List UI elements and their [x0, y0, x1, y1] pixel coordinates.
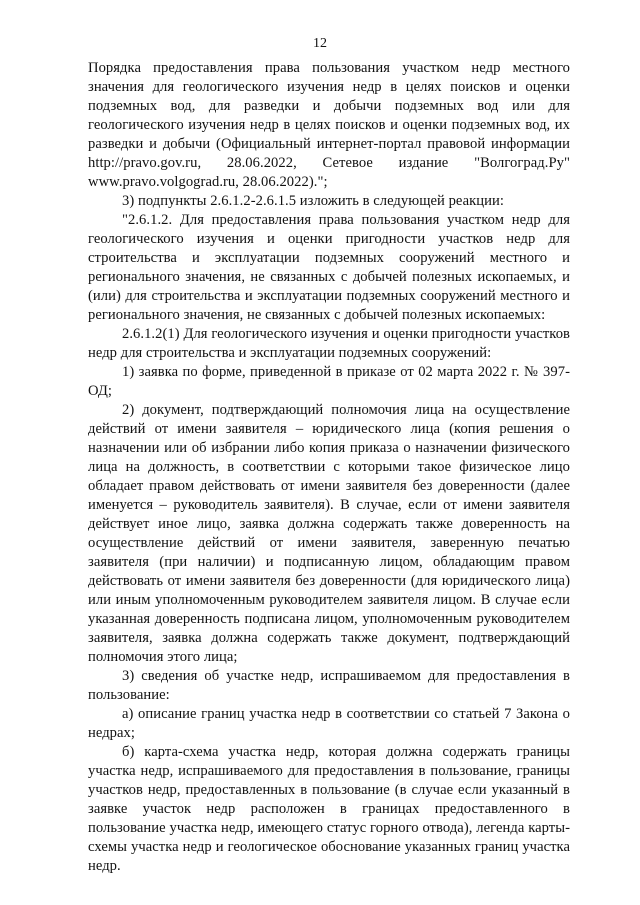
paragraph-5: 1) заявка по форме, приведенной в приказе от 02 марта 2022 г. № 397-ОД; — [88, 364, 570, 399]
document-body — [88, 59, 570, 876]
paragraph-8: а) описание границ участка недр в соответствии со статьей 7 Закона о недрах; — [88, 706, 570, 741]
paragraph-7: 3) сведения об участке недр, испрашиваемом для предоставления в пользование: — [88, 668, 570, 703]
paragraph-9: б) карта-схема участка недр, которая должна содержать границы участка недр, испрашиваемого для предоставления в пользование, границы участков недр, предоставленных в пользование (в случае если указанный в заявке участок недр расположен в границах предоставленного в пользование участка недр, имеющего статус горного отвода), легенда карты-схемы участка недр и геологическое обоснование указанных границ участка недр. — [88, 744, 570, 874]
paragraph-4: 2.6.1.2(1) Для геологического изучения и оценки пригодности участков недр для строительства и эксплуатации подземных сооружений: — [88, 326, 570, 361]
page-number: 12 — [313, 36, 327, 51]
paragraph-3: "2.6.1.2. Для предоставления права пользования участком недр для геологического изучения и оценки пригодности участков недр для строительства и эксплуатации подземных сооружений местного и регионального значения, не связанных с добычей полезных ископаемых, и (или) для строительства и эксплуатации подземных сооружений местного и регионального значения, не связанных с добычей полезных ископаемых: — [88, 212, 570, 323]
paragraph-1: Порядка предоставления права пользования участком недр местного значения для геологического изучения недр в целях поисков и оценки подземных вод, для разведки и добычи подземных вод или для геологического изучения недр в целях поисков и оценки подземных вод, их разведки и добычи (Официальный интернет-портал правовой информации http://pravo.gov.ru, 28.06.2022, Сетевое издание "Волгоград.Ру" www.pravo.volgograd.ru, 28.06.2022)."; — [88, 60, 570, 190]
paragraph-2: 3) подпункты 2.6.1.2-2.6.1.5 изложить в следующей реакции: — [122, 193, 504, 209]
paragraph-6: 2) документ, подтверждающий полномочия лица на осуществление действий от имени заявителя – юридического лица (копия решения о назначении или об избрании либо копия приказа о назначении физического лица на должность, в соответствии с которыми такое физическое лицо обладает правом действовать от имени заявителя без доверенности (далее именуется – руководитель заявителя). В случае, если от имени заявителя действует иное лицо, заявка должна содержать также доверенность на осуществление действий от имени заявителя, заверенную печатью заявителя (при наличии) и подписанную лицом, обладающим правом действовать от имени заявителя без доверенности (для юридического лица) или иным уполномоченным руководителем заявителя лицом. В случае если указанная доверенность подписана лицом, уполномоченным руководителем заявителя, заявка должна содержать также документ, подтверждающий полномочия этого лица; — [88, 402, 570, 665]
